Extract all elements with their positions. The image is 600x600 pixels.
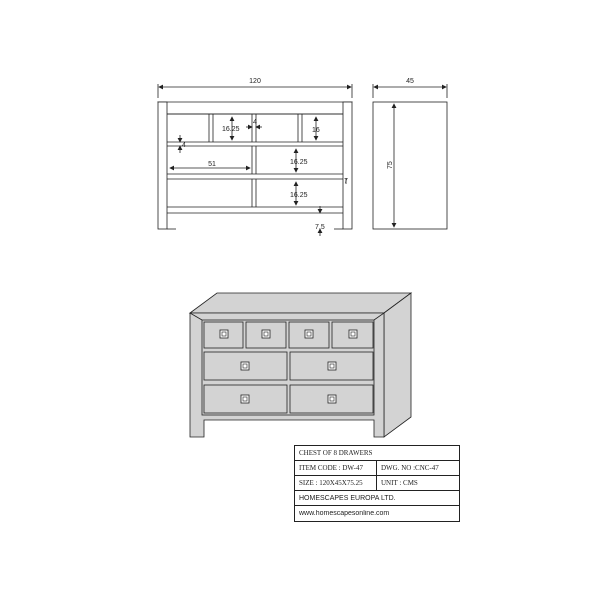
side-view [373, 84, 447, 229]
dim-depth: 45 [406, 78, 414, 85]
knob-icon [305, 330, 313, 338]
front-view [158, 84, 352, 236]
title-block [294, 445, 460, 522]
title-row [295, 446, 459, 461]
drawing-title: CHEST OF 8 DRAWERS [299, 449, 373, 457]
knob-icon [220, 330, 228, 338]
knob-icon [328, 395, 336, 403]
dim-height: 75 [387, 161, 394, 169]
dim-bottom-drawer-height: 16.25 [290, 192, 308, 199]
company-name: HOMESCAPES EUROPA LTD. [299, 494, 396, 502]
dim-top-drawer-right-height: 16 [312, 127, 320, 134]
knob-icon [328, 362, 336, 370]
dim-top-drawer-height: 16.25 [222, 126, 240, 133]
dim-half-width: 51 [208, 161, 216, 168]
dim-mid-drawer-height: 16.25 [290, 159, 308, 166]
dim-plinth: 7 [344, 178, 348, 185]
company-row [295, 491, 459, 506]
knob-icon [241, 362, 249, 370]
dim-top-drawer-gap: 4 [253, 119, 257, 126]
size-row [295, 476, 459, 491]
item-code: ITEM CODE : DW-47 [299, 464, 363, 472]
drawing-number: DWG. NO :CNC-47 [381, 464, 439, 472]
code-row [295, 461, 459, 476]
unit: UNIT : CMS [381, 479, 418, 487]
knob-icon [241, 395, 249, 403]
knob-icon [349, 330, 357, 338]
website-row [295, 506, 459, 521]
dim-overall-width: 120 [249, 78, 261, 85]
knob-icon [262, 330, 270, 338]
website-link[interactable]: www.homescapesonline.com [299, 510, 390, 517]
dim-leg-height: 7.5 [315, 224, 325, 231]
dim-rail: 4 [182, 142, 186, 149]
size: SIZE : 120X45X75.25 [299, 479, 363, 487]
